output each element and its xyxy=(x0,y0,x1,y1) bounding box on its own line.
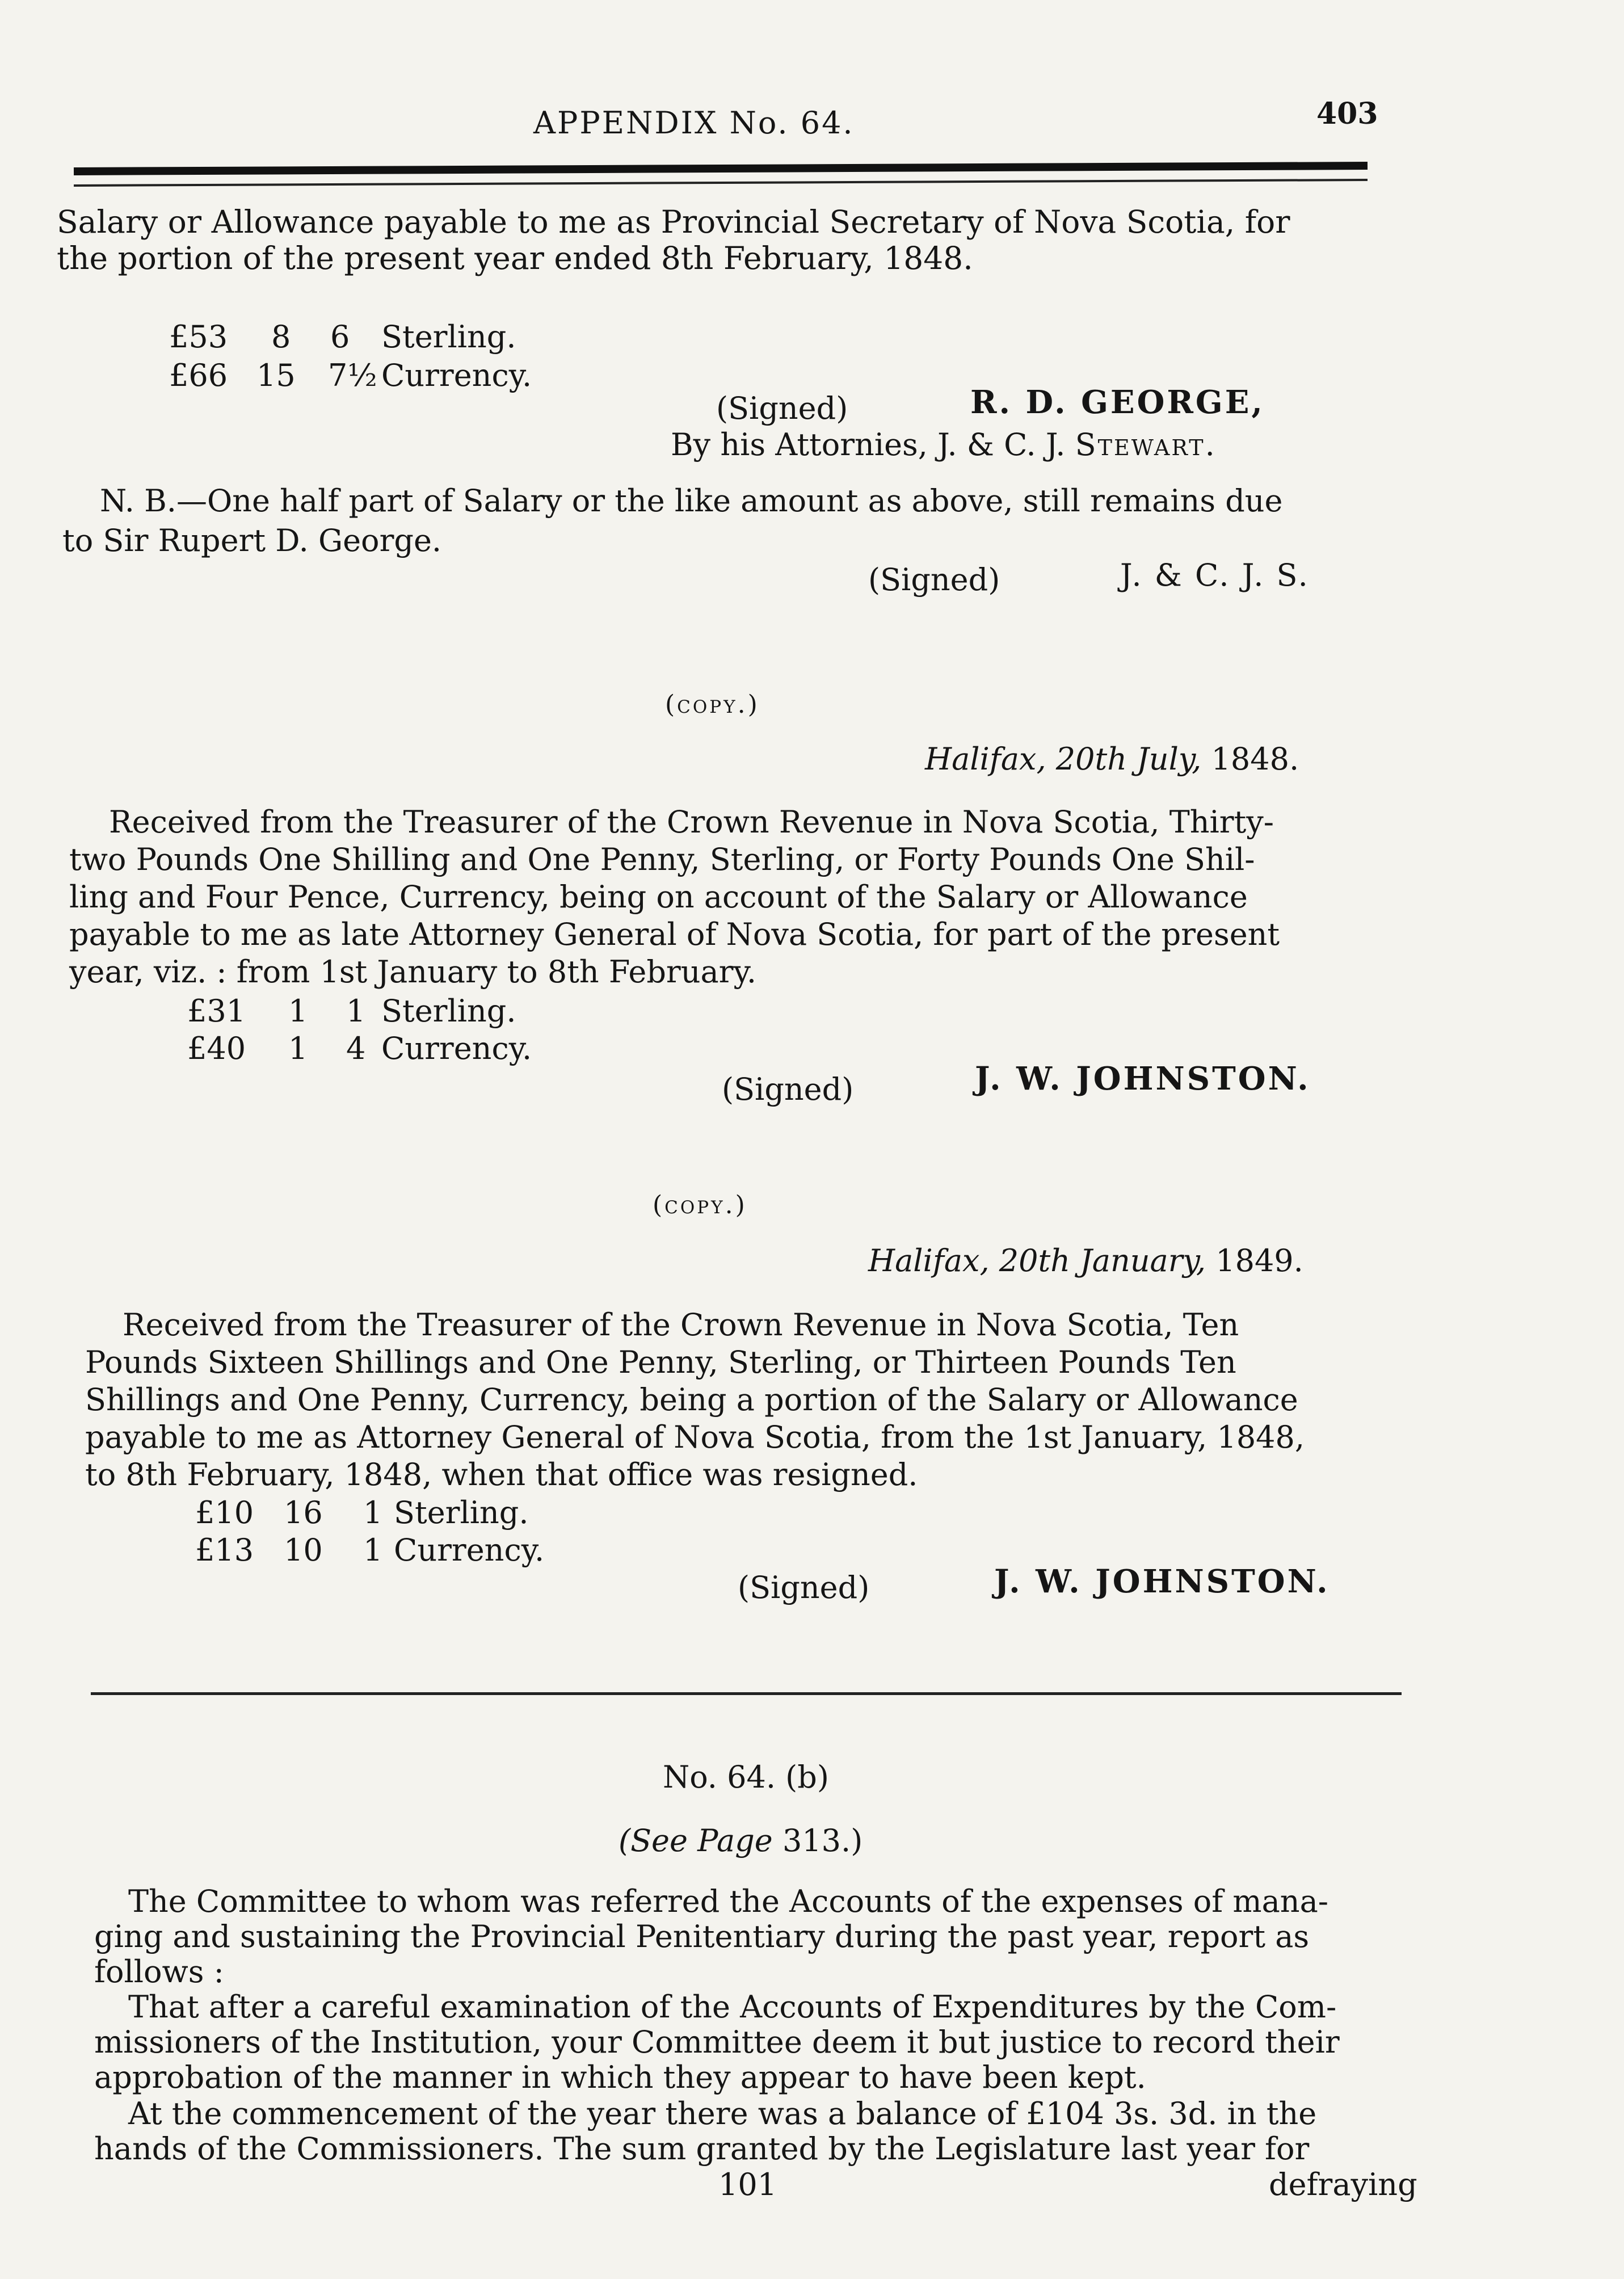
amount-pence: 1 xyxy=(346,993,366,1029)
copy2-paragraph-line: Pounds Sixteen Shillings and One Penny, Sterling, or Thirteen Pounds Ten xyxy=(85,1344,1236,1380)
section-heading-text: No. 64. (b) xyxy=(663,1759,829,1795)
header-rule-thick xyxy=(74,162,1368,175)
signed-label: (Signed) xyxy=(716,390,848,426)
section-rule xyxy=(91,1692,1402,1695)
signed-label: (Signed) xyxy=(722,1071,854,1107)
signer-name: J. & C. J. S. xyxy=(1120,557,1310,593)
section-b-paragraph-line: The Committee to whom was referred the Accounts of the expenses of mana- xyxy=(128,1883,1329,1919)
see-page-prefix: (See Page xyxy=(619,1823,773,1858)
dateline xyxy=(868,1243,1303,1279)
signed-label: (Signed) xyxy=(868,562,1000,598)
header-rule-thin xyxy=(74,179,1368,187)
attorney-line-prefix: By his Attornies, J. & C. J. xyxy=(671,427,1066,462)
copy2-paragraph-line: Shillings and One Penny, Currency, being a portion of the Salary or Allowance xyxy=(85,1382,1298,1418)
page-header-title: APPENDIX No. 64. xyxy=(533,105,855,141)
amount-pence: 7½ xyxy=(328,358,377,393)
amount-label: Sterling. xyxy=(381,993,516,1029)
signed-label: (Signed) xyxy=(738,1570,870,1605)
nb-line: N. B.—One half part of Salary or the like amount as above, still remains due xyxy=(100,483,1283,519)
amount-pence: 4 xyxy=(346,1031,366,1066)
section-b-paragraph-line: That after a careful examination of the Accounts of Expenditures by the Com- xyxy=(128,1989,1337,2025)
amount-label: Sterling. xyxy=(394,1495,529,1530)
copy2-paragraph-line: to 8th February, 1848, when that office was resigned. xyxy=(85,1457,918,1492)
signer-name: J. W. JOHNSTON. xyxy=(994,1563,1330,1600)
section-b-paragraph-line: follows : xyxy=(94,1954,224,1990)
amount-shillings: 16 xyxy=(284,1495,323,1530)
date-place: Halifax, 20th July, xyxy=(925,741,1202,777)
amount-shillings: 1 xyxy=(288,1031,308,1066)
amount-label: Currency. xyxy=(394,1532,545,1568)
amount-label: Currency. xyxy=(381,1031,532,1066)
section1-paragraph-line: Salary or Allowance payable to me as Provincial Secretary of Nova Scotia, for xyxy=(57,204,1290,240)
copy2-paragraph-line: Received from the Treasurer of the Crown Revenue in Nova Scotia, Ten xyxy=(123,1307,1239,1343)
amount-shillings: 8 xyxy=(271,319,291,355)
signer-name: J. W. JOHNSTON. xyxy=(975,1060,1311,1098)
amount-shillings: 15 xyxy=(256,358,296,393)
amount-pounds: £40 xyxy=(187,1031,246,1066)
amount-pence: 1 xyxy=(363,1495,383,1530)
section-b-paragraph-line: ging and sustaining the Provincial Penitentiary during the past year, report as xyxy=(94,1919,1310,1954)
amount-pence: 6 xyxy=(330,319,350,355)
amount-pounds: £13 xyxy=(195,1532,254,1568)
copy-label: (copy.) xyxy=(665,690,760,719)
amount-shillings: 10 xyxy=(284,1532,323,1568)
section-b-paragraph-line: hands of the Commissioners. The sum granted by the Legislature last year for xyxy=(94,2131,1310,2167)
date-year: 1848. xyxy=(1211,741,1299,777)
section-heading xyxy=(663,1759,829,1795)
date-place: Halifax, 20th January, xyxy=(868,1243,1206,1279)
nb-line: to Sir Rupert D. George. xyxy=(62,523,442,558)
amount-pounds: £31 xyxy=(187,993,246,1029)
amount-pounds: £10 xyxy=(195,1495,254,1530)
copy1-paragraph-line: year, viz. : from 1st January to 8th February. xyxy=(69,954,756,990)
see-page-ref xyxy=(619,1823,863,1858)
attorney-name: Stewart. xyxy=(1075,427,1217,462)
dateline xyxy=(925,741,1299,777)
date-year: 1849. xyxy=(1215,1243,1303,1279)
section-b-paragraph-line: missioners of the Institution, your Committee deem it but justice to record their xyxy=(94,2024,1340,2060)
copy1-paragraph-line: ling and Four Pence, Currency, being on account of the Salary or Allowance xyxy=(69,879,1248,915)
attorney-line xyxy=(671,427,1217,462)
amount-label: Currency. xyxy=(381,358,532,393)
copy-label: (copy.) xyxy=(653,1191,747,1220)
copy1-paragraph-line: payable to me as late Attorney General of Nova Scotia, for part of the present xyxy=(69,916,1280,952)
amount-shillings: 1 xyxy=(288,993,308,1029)
section-b-paragraph-line: At the commencement of the year there was a balance of £104 3s. 3d. in the xyxy=(128,2096,1317,2131)
signature-mark: 101 xyxy=(718,2167,777,2202)
copy1-paragraph-line: Received from the Treasurer of the Crown Revenue in Nova Scotia, Thirty- xyxy=(109,804,1274,840)
amount-pounds: £53 xyxy=(169,319,228,355)
signer-name: R. D. GEORGE, xyxy=(970,384,1265,421)
copy1-paragraph-line: two Pounds One Shilling and One Penny, Sterling, or Forty Pounds One Shil- xyxy=(69,842,1255,877)
see-page-number: 313.) xyxy=(782,1823,863,1858)
section-b-paragraph-line: approbation of the manner in which they appear to have been kept. xyxy=(94,2059,1146,2095)
section1-paragraph-line: the portion of the present year ended 8th February, 1848. xyxy=(57,240,973,276)
page-number: 403 xyxy=(1316,96,1378,131)
catchword: defraying xyxy=(1269,2167,1417,2202)
amount-pounds: £66 xyxy=(169,358,228,393)
copy2-paragraph-line: payable to me as Attorney General of Nova Scotia, from the 1st January, 1848, xyxy=(85,1419,1305,1455)
amount-pence: 1 xyxy=(363,1532,383,1568)
amount-label: Sterling. xyxy=(381,319,516,355)
